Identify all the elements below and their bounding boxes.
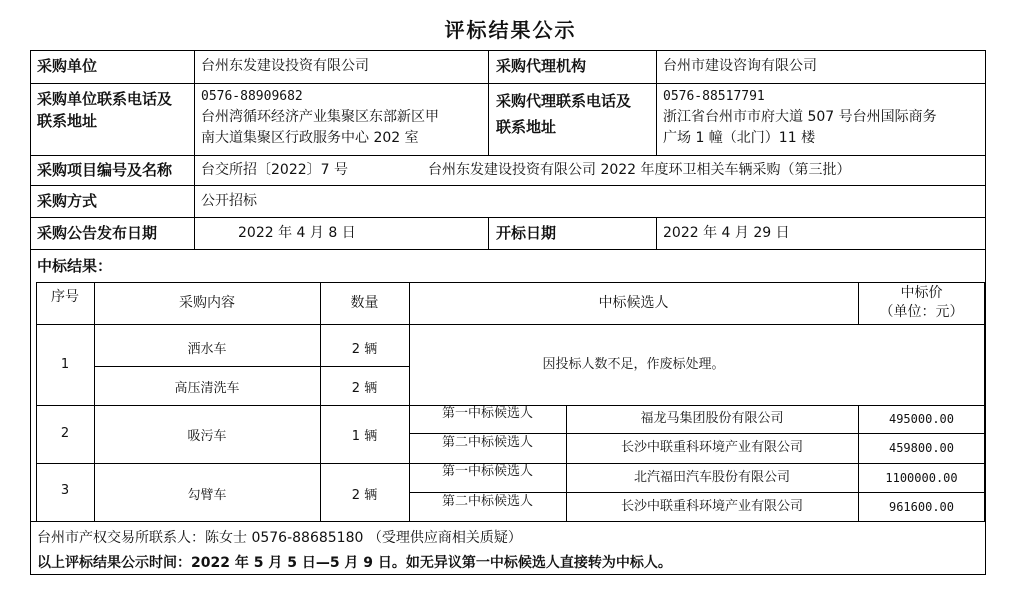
project-label: 采购项目编号及名称 <box>37 161 173 179</box>
col-divider <box>656 217 657 250</box>
purchaser-address-line1: 台州湾循环经济产业集聚区东部新区甲 <box>201 109 439 125</box>
lot1-item1: 洒水车 <box>187 342 227 357</box>
agency-contact-label-line2: 联系地址 <box>496 118 557 136</box>
header-price <box>858 284 985 322</box>
footer-notice: 以上评标结果公示时间：2022 年 5 月 5 日—5 月 9 日。如无异议第一中标候选人直接转为中标人。 <box>37 555 672 571</box>
header-price-line1: 中标价 <box>900 285 943 301</box>
agency-label: 采购代理机构 <box>496 57 587 75</box>
lot3-qty: 2 辆 <box>351 488 378 503</box>
agency-address-line2: 广场 1 幢（北门）11 楼 <box>663 130 816 146</box>
lot3-price1: 1100000.00 <box>885 471 958 485</box>
row-divider <box>30 83 986 84</box>
col-divider <box>488 50 489 156</box>
header-price-line2: （单位：元） <box>879 304 964 320</box>
header-candidate: 中标候选人 <box>598 295 669 311</box>
method-value: 公开招标 <box>201 193 257 209</box>
lot3-company2: 长沙中联重科环境产业有限公司 <box>620 499 803 514</box>
lot1-qty1: 2 辆 <box>351 342 378 357</box>
footer-contact: 台州市产权交易所联系人：陈女士 0576-88685180 （受理供应商相关质疑） <box>37 530 522 546</box>
lot3-company1: 北汽福田汽车股份有限公司 <box>633 470 790 485</box>
lot2-company2: 长沙中联重科环境产业有限公司 <box>620 440 803 455</box>
lot2-seq: 2 <box>60 426 70 441</box>
header-seq: 序号 <box>51 289 79 305</box>
row-divider <box>30 185 986 186</box>
result-col-divider <box>320 282 321 522</box>
row-divider <box>30 155 986 156</box>
purchaser-label: 采购单位 <box>37 57 98 75</box>
agency-value: 台州市建设咨询有限公司 <box>663 58 817 74</box>
lot2-qty: 1 辆 <box>351 429 378 444</box>
purchaser-value: 台州东发建设投资有限公司 <box>201 58 369 74</box>
open-date-value: 2022 年 4 月 29 日 <box>663 225 790 241</box>
agency-contact-label-line1: 采购代理联系电话及 <box>496 92 632 110</box>
method-label: 采购方式 <box>37 192 98 210</box>
result-col-divider <box>94 282 95 522</box>
agency-phone: 0576-88517791 <box>663 89 765 104</box>
lot3-rank1: 第一中标候选人 <box>441 464 533 479</box>
col-divider <box>194 50 195 250</box>
purchaser-contact-label-line2: 联系地址 <box>37 112 98 130</box>
purchaser-phone: 0576-88909682 <box>201 89 303 104</box>
lot2-company1: 福龙马集团股份有限公司 <box>640 411 784 426</box>
announce-date-value: 2022 年 4 月 8 日 <box>238 225 356 241</box>
lot3-rank2: 第二中标候选人 <box>441 494 533 509</box>
page-title: 评标结果公示 <box>444 18 577 42</box>
announce-date-label: 采购公告发布日期 <box>37 224 158 242</box>
col-divider <box>656 50 657 156</box>
purchaser-contact-label <box>37 88 172 132</box>
purchaser-address-line2: 南大道集聚区行政服务中心 202 室 <box>201 130 419 146</box>
project-name: 台州东发建设投资有限公司 2022 年度环卫相关车辆采购（第三批） <box>428 162 851 178</box>
agency-contact-value <box>663 86 981 149</box>
purchaser-contact-value <box>201 86 483 149</box>
agency-address-line1: 浙江省台州市市府大道 507 号台州国际商务 <box>663 109 937 125</box>
open-date-label: 开标日期 <box>496 224 557 242</box>
result-header-divider <box>36 324 985 325</box>
lot1-note: 因投标人数不足，作废标处理。 <box>542 357 725 372</box>
agency-contact-label <box>496 88 631 140</box>
result-row-divider <box>94 366 409 367</box>
lot3-item: 勾臂车 <box>187 488 227 503</box>
lot3-seq: 3 <box>60 483 70 498</box>
lot2-price2: 459800.00 <box>888 441 955 455</box>
lot1-qty2: 2 辆 <box>351 381 378 396</box>
lot2-item: 吸污车 <box>187 429 227 444</box>
result-col-divider <box>409 282 410 522</box>
purchaser-contact-label-line1: 采购单位联系电话及 <box>37 90 173 108</box>
row-divider <box>30 217 986 218</box>
header-qty: 数量 <box>350 295 379 311</box>
project-code: 台交所招〔2022〕7 号 <box>201 162 348 178</box>
lot2-rank2: 第二中标候选人 <box>441 435 533 450</box>
col-divider <box>488 217 489 250</box>
lot1-item2: 高压清洗车 <box>174 381 240 396</box>
lot1-seq: 1 <box>60 357 70 372</box>
result-label: 中标结果： <box>37 257 113 275</box>
row-divider <box>30 249 986 250</box>
lot3-price2: 961600.00 <box>888 500 955 514</box>
lot2-rank1: 第一中标候选人 <box>441 406 533 421</box>
header-content: 采购内容 <box>179 295 235 311</box>
lot2-price1: 495000.00 <box>888 412 955 426</box>
